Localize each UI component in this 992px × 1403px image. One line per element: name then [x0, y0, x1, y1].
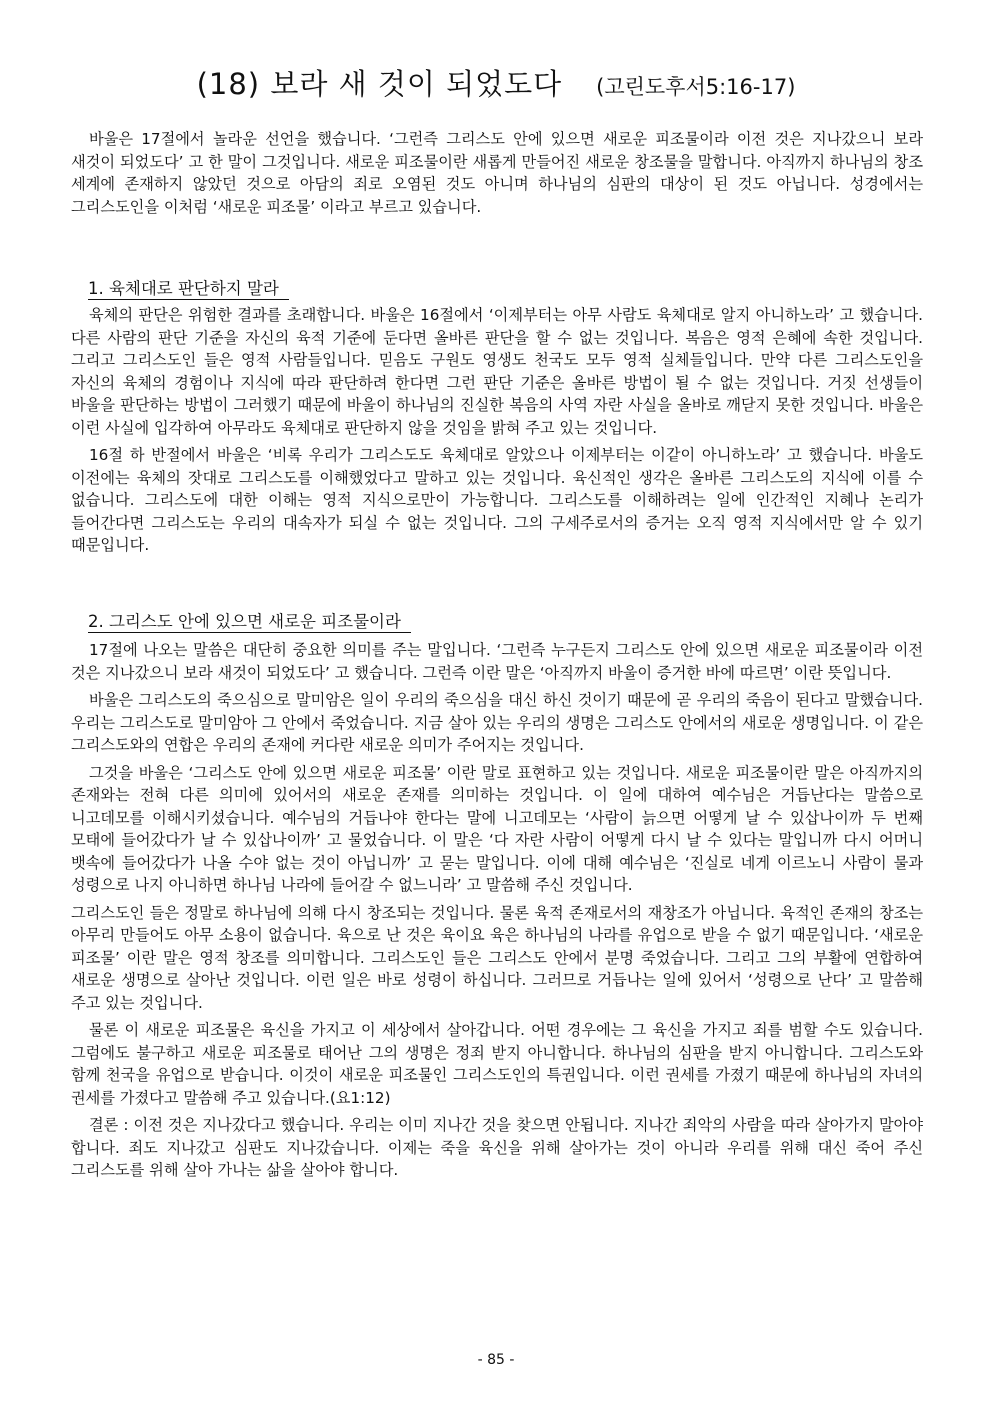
- section-1-body: [71, 304, 923, 562]
- scripture-reference: (고린도후서5:16-17): [596, 75, 796, 99]
- section-1-paragraph: 16절 하 반절에서 바울은 ‘비록 우리가 그리스도도 육체대로 알았으나 이제부터는 이같이 아니하노라’ 고 했습니다. 바울도 이전에는 육체의 잣대로 그리스도를 이해했었다고 말하고 있는 것입니다. 육신적인 생각은 올바른 그리스도의 지식에 이를 수 없습니다. 그리스도에 대한 이해는 영적 지식으로만이 가능합니다. 그리스도를 이해하려는 일에 인간적인 지혜나 논리가 들어간다면 그리스도는 우리의 대속자가 되실 수 없는 것입니다. 그의 구세주로서의 증거는 오직 영적 지식에서만 알 수 있기 때문입니다.: [71, 446, 923, 554]
- section-heading-1: 1. 육체대로 판단하지 말라: [88, 279, 289, 300]
- page-title: [0, 62, 992, 103]
- section-heading-2: 2. 그리스도 안에 있으면 새로운 피조물이라: [88, 612, 411, 633]
- intro-block: [71, 128, 923, 223]
- section-2-paragraph: 그리스도인 들은 정말로 하나님에 의해 다시 창조되는 것입니다. 물론 육적 존재로서의 재창조가 아닙니다. 육적인 존재의 창조는 아무리 만들어도 아무 소용이 없습니다. 육으로 난 것은 육이요 육은 하나님의 나라를 유업으로 받을 수 없기 때문입니다. ‘새로운 피조물’ 이란 말은 영적 창조를 의미합니다. 그리스도인 들은 그리스도 안에서 분명 죽었습니다. 그리고 그의 부활에 연합하여 새로운 생명으로 살아난 것입니다. 이런 일은 바로 성령이 하십니다. 그러므로 거듭나는 일에 있어서 ‘성령으로 난다’ 고 말씀해 주고 있는 것입니다.: [71, 903, 923, 1012]
- conclusion-paragraph: 결론 : 이전 것은 지나갔다고 했습니다. 우리는 이미 지나간 것을 찾으면 안됩니다. 지나간 죄악의 사람을 따라 살아가지 말아야 합니다. 죄도 지나갔고 심판도 지나갔습니다. 이제는 죽을 육신을 위해 살아가는 것이 아니라 우리를 위해 대신 죽어 주신 그리스도를 위해 살아 가나는 삶을 살아야 합니다.: [71, 1116, 923, 1179]
- page-number: - 85 -: [477, 1352, 515, 1368]
- section-1-paragraph: 육체의 판단은 위험한 결과를 초래합니다. 바울은 16절에서 ‘이제부터는 아무 사람도 육체대로 알지 아니하노라’ 고 했습니다. 다른 사람의 판단 기준을 자신의 육적 기준에 둔다면 올바른 판단을 할 수 없는 것입니다. 복음은 영적 은혜에 속한 것입니다. 그리고 그리스도인 들은 영적 사람들입니다. 믿음도 구원도 영생도 천국도 모두 영적 실체들입니다. 만약 다른 그리스도인을 자신의 육체의 경험이나 지식에 따라 판단하려 한다면 그런 판단 기준은 올바른 방법이 될 수 없는 것입니다. 거짓 선생들이 바울을 판단하는 방법이 그러했기 때문에 바울이 하나님의 진실한 복음의 사역 자란 사실을 올바로 깨닫지 못한 것입니다. 바울은 이런 사실에 입각하여 아무라도 육체대로 판단하지 않을 것임을 밝혀 주고 있는 것입니다.: [71, 306, 923, 437]
- section-2-body: [71, 639, 923, 1187]
- section-2-paragraph: 바울은 그리스도의 죽으심으로 말미암은 일이 우리의 죽으심을 대신 하신 것이기 때문에 곧 우리의 죽음이 된다고 말했습니다. 우리는 그리스도로 말미암아 그 안에서 죽었습니다. 지금 살아 있는 우리의 생명은 그리스도 안에서의 새로운 생명입니다. 이 같은 그리스도와의 연합은 우리의 존재에 커다란 새로운 의미가 주어지는 것입니다.: [71, 691, 923, 754]
- intro-paragraph: 바울은 17절에서 놀라운 선언을 했습니다. ‘그런즉 그리스도 안에 있으면 새로운 피조물이라 이전 것은 지나갔으니 보라 새것이 되었도다’ 고 한 말이 그것입니다. 새로운 피조물이란 새롭게 만들어진 새로운 창조물을 말합니다. 아직까지 하나님의 창조 세계에 존재하지 않았던 것으로 아담의 죄로 오염된 것도 아니며 하나님의 심판의 대상이 된 것도 아닙니다. 성경에서는 그리스도인을 이처럼 ‘새로운 피조물’ 이라고 부르고 있습니다.: [71, 130, 923, 216]
- section-2-paragraph: 물론 이 새로운 피조물은 육신을 가지고 이 세상에서 살아갑니다. 어떤 경우에는 그 육신을 가지고 죄를 범할 수도 있습니다. 그럼에도 불구하고 새로운 피조물로 태어난 그의 생명은 정죄 받지 아니합니다. 하나님의 심판을 받지 아니합니다. 그리스도와 함께 천국을 유업으로 받습니다. 이것이 새로운 피조물인 그리스도인의 특권입니다. 이런 권세를 가졌기 때문에 하나님의 자녀의 권세를 가졌다고 말씀해 주고 있습니다.(요1:12): [71, 1021, 923, 1107]
- section-2-paragraph: 17절에 나오는 말씀은 대단히 중요한 의미를 주는 말입니다. ‘그런즉 누구든지 그리스도 안에 있으면 새로운 피조물이라 이전 것은 지나갔으니 보라 새것이 되었도다’ 고 했습니다. 그런즉 이란 말은 ‘아직까지 바울이 증거한 바에 따르면’ 이란 뜻입니다.: [71, 641, 923, 682]
- section-2-paragraph: 그것을 바울은 ‘그리스도 안에 있으면 새로운 피조물’ 이란 말로 표현하고 있는 것입니다. 새로운 피조물이란 말은 아직까지의 존재와는 전혀 다른 의미에 있어서의 새로운 존재를 의미하는 것입니다. 이 일에 대하여 예수님은 거듭난다는 말씀으로 니고데모를 이해시키셨습니다. 예수님의 거듭나야 한다는 말에 니고데모는 ‘사람이 늙으면 어떻게 날 수 있삽나이까 두 번째 모태에 들어갔다가 날 수 있삽나이까’ 고 물었습니다. 이 말은 ‘다 자란 사람이 어떻게 다시 날 수 있다는 말입니까 다시 어머니 뱃속에 들어갔다가 나올 수야 없는 것이 아닙니까’ 고 묻는 말입니다. 이에 대해 예수님은 ‘진실로 네게 이르노니 사람이 물과 성령으로 나지 아니하면 하나님 나라에 들어갈 수 없느니라’ 고 말씀해 주신 것입니다.: [71, 763, 923, 894]
- title-text: (18) 보라 새 것이 되었도다: [196, 67, 563, 101]
